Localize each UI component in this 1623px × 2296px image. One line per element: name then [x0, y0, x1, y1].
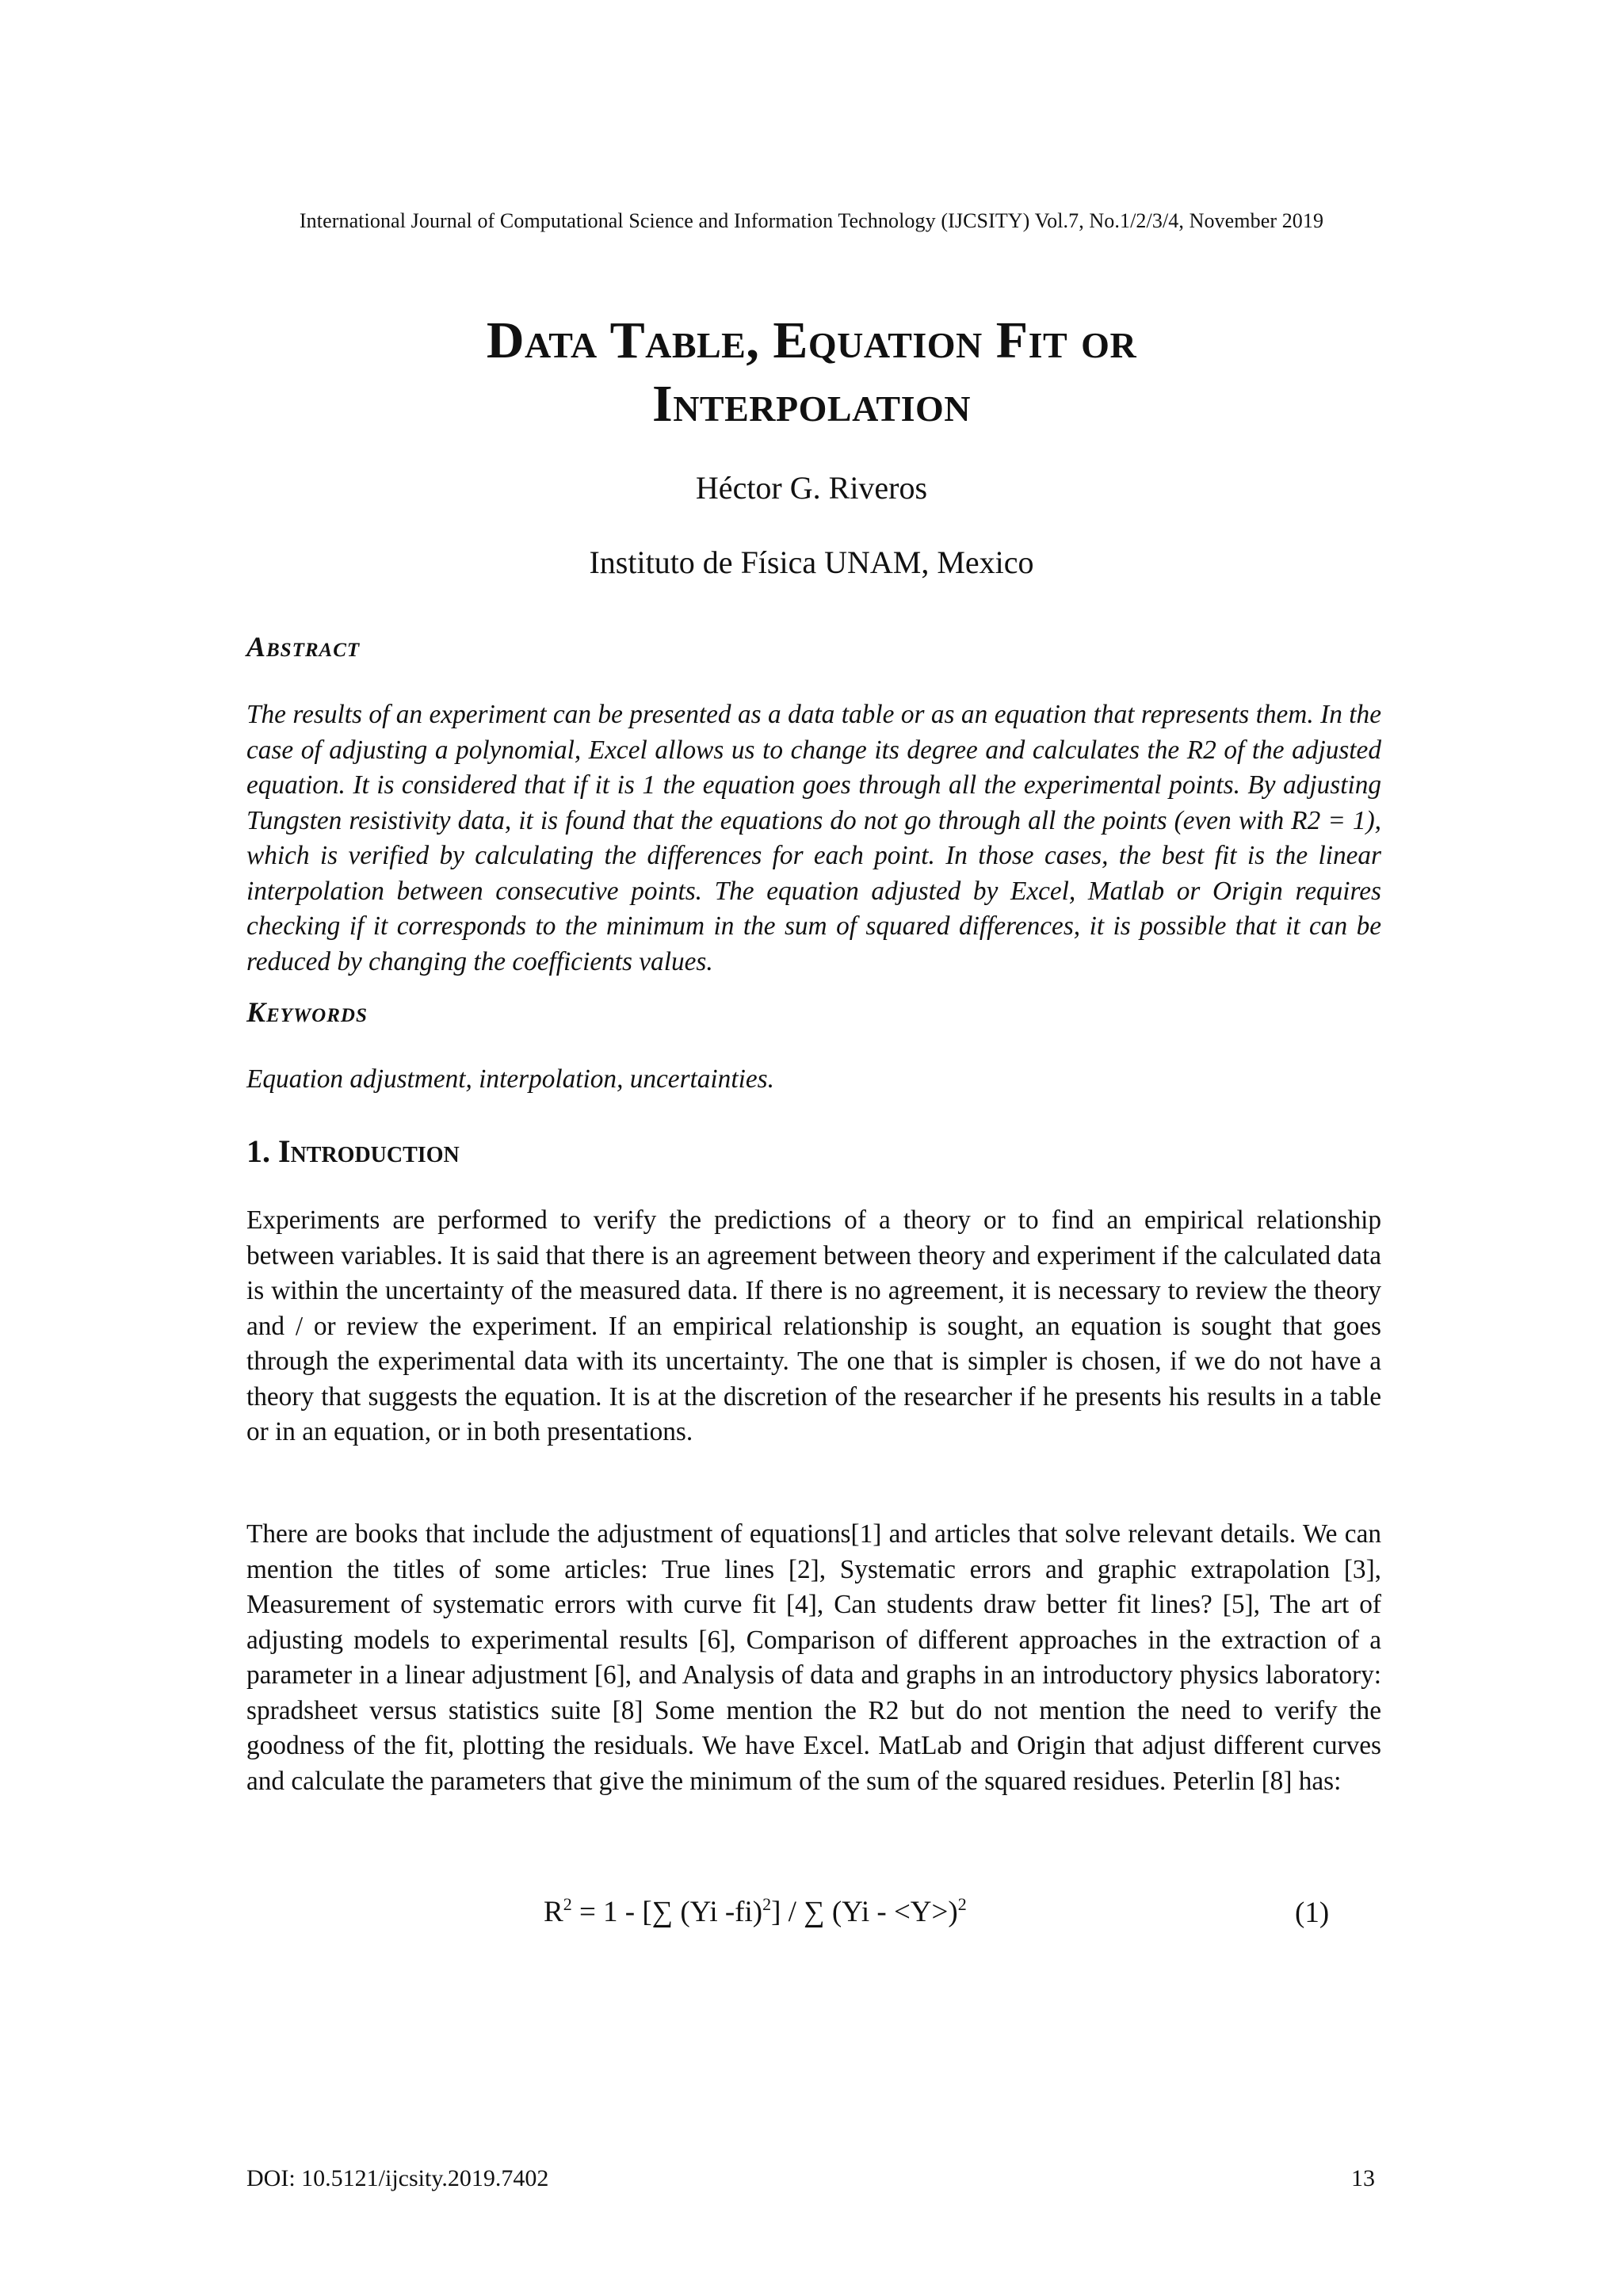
- title-line-1: Data Table, Equation Fit or: [486, 311, 1137, 369]
- equation-number: (1): [1295, 1897, 1330, 1929]
- page-number: 13: [1351, 2165, 1375, 2191]
- equation-exponent-2: 2: [957, 1894, 967, 1914]
- equation-lhs-exponent: 2: [563, 1894, 572, 1914]
- equation-exponent-1: 2: [762, 1894, 772, 1914]
- keywords-heading: Keywords: [246, 996, 368, 1028]
- equation-part-2: ] / ∑ (Yi - <Y>): [771, 1896, 958, 1928]
- author-affiliation: Instituto de Física UNAM, Mexico: [589, 544, 1034, 580]
- keywords-text: Equation adjustment, interpolation, uncertainties.: [246, 1064, 774, 1094]
- paper-title: [0, 309, 1623, 436]
- abstract-heading: Abstract: [246, 631, 361, 663]
- doi-footer: DOI: 10.5121/ijcsity.2019.7402: [246, 2165, 549, 2191]
- equation-1: [544, 1894, 967, 1929]
- introduction-heading: 1. Introduction: [246, 1133, 460, 1169]
- introduction-paragraph-1: Experiments are performed to verify the predictions of a theory or to find an empirical relationship between variables. It is said that there is an agreement between theory and experiment if the calculated data is within the uncertainty of the measured data. If there is no agreement, it is necessary to review the theory and / or review the experiment. If an empirical relationship is sought, an equation is sought that goes through the experimental data with its uncertainty. The one that is simpler is chosen, if we do not have a theory that suggests the equation. It is at the discretion of the researcher if he presents his results in a table or in an equation, or in both presentations.: [246, 1205, 1381, 1446]
- abstract-text: The results of an experiment can be presented as a data table or as an equation that represents them. In the case of adjusting a polynomial, Excel allows us to change its degree and calculates the R2 of the adjusted equation. It is considered that if it is 1 the equation goes through all the experimental points. By adjusting Tungsten resistivity data, it is found that the equations do not go through all the points (even with R2 = 1), which is verified by calculating the differences for each point. In those cases, the best fit is the linear interpolation between consecutive points. The equation adjusted by Excel, Matlab or Origin requires checking if it corresponds to the minimum in the sum of squared differences, it is possible that it can be reduced by changing the coefficients values.: [246, 700, 1381, 976]
- title-line-2: Interpolation: [652, 375, 971, 433]
- equation-lhs: R: [544, 1896, 563, 1928]
- equation-part-1: = 1 - [∑ (Yi -fi): [571, 1896, 763, 1928]
- running-head: International Journal of Computational Science and Information Technology (IJCSITY) Vol.7, No.1/2/3/4, November 2019: [299, 209, 1324, 232]
- introduction-paragraph-2: There are books that include the adjustment of equations[1] and articles that solve relevant details. We can mention the titles of some articles: True lines [2], Systematic errors and graphic extrapolation [3], Measurement of systematic errors with curve fit [4], Can students draw better fit lines? [5], The art of adjusting models to experimental results [6], Comparison of different approaches in the extraction of a parameter in a linear adjustment [6], and Analysis of data and graphs in an introductory physics laboratory: spradsheet versus statistics suite [8] Some mention the R2 but do not mention the need to verify the goodness of the fit, plotting the residuals. We have Excel. MatLab and Origin that adjust different curves and calculate the parameters that give the minimum of the sum of the squared residues. Peterlin [8] has:: [246, 1519, 1381, 1796]
- author-name: Héctor G. Riveros: [695, 470, 928, 506]
